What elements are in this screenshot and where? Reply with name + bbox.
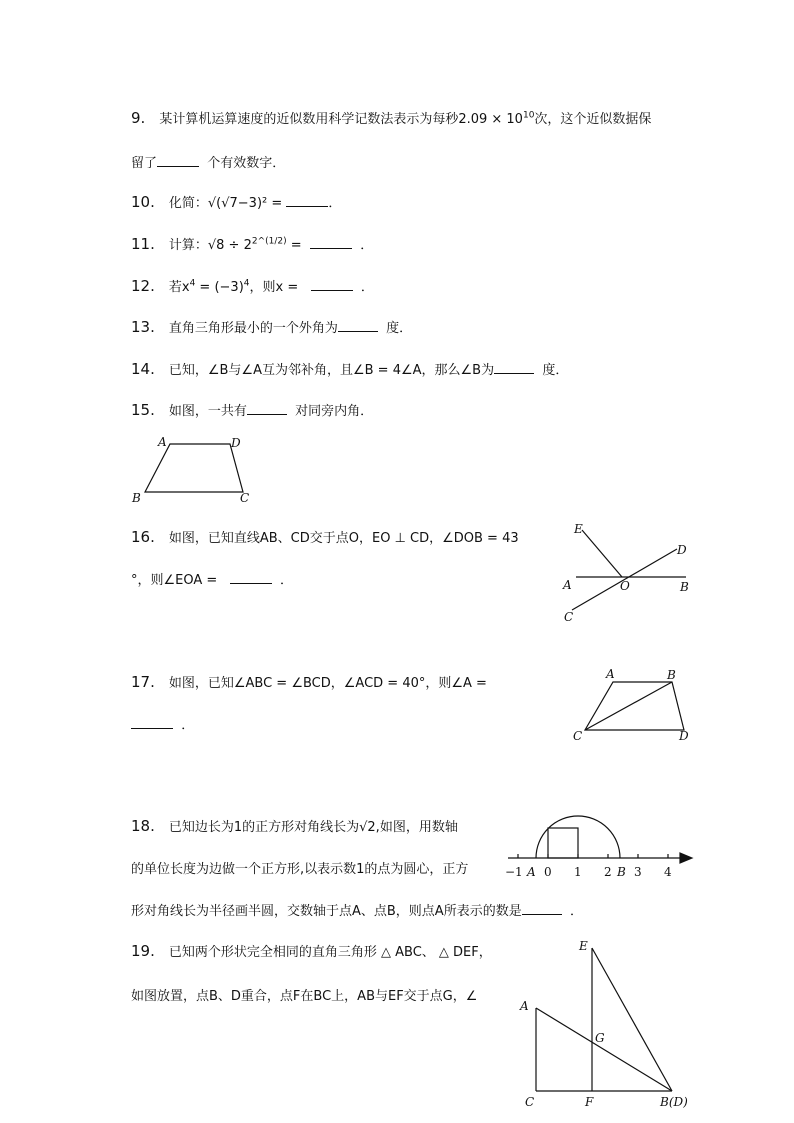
question-text: 度． xyxy=(542,363,569,378)
point-label: G xyxy=(595,1031,605,1045)
question-16-line2 xyxy=(131,569,293,588)
question-18-line2 xyxy=(131,858,468,877)
question-text: 对同旁内角． xyxy=(295,404,374,419)
question-9-line2 xyxy=(131,152,285,171)
question-number: 11. xyxy=(131,235,155,253)
question-text: 某计算机运算速度的近似数用科学记数法表示为每秒2.09 × 10 xyxy=(159,112,523,127)
question-text: 的单位长度为边做一个正方形,以表示数1的点为圆心，正方 xyxy=(131,862,469,877)
question-text: 如图，一共有 xyxy=(168,404,247,419)
point-label: D xyxy=(677,543,687,557)
tick-label: 2 xyxy=(604,865,612,879)
question-text: ． xyxy=(360,280,374,295)
exponent: 10 xyxy=(522,110,535,121)
question-17 xyxy=(131,672,487,691)
question-text: ． xyxy=(181,718,195,733)
question-text: 个有效数字． xyxy=(207,156,286,171)
point-label: O xyxy=(620,579,630,593)
question-text: 已知边长为1的正方形对角线长为√2,如图，用数轴 xyxy=(168,820,458,835)
figure-18-number-line xyxy=(500,808,696,882)
point-label: B xyxy=(667,668,676,682)
point-label: B xyxy=(617,865,626,879)
point-label: F xyxy=(585,1095,594,1109)
point-label: E xyxy=(574,522,583,536)
question-text: ． xyxy=(569,904,583,919)
question-number: 16. xyxy=(131,528,155,546)
question-text: 如图，已知直线AB、CD交于点O，EO ⊥ CD，∠DOB = 43 xyxy=(168,531,519,546)
point-label: C xyxy=(240,491,250,505)
question-14 xyxy=(131,359,568,378)
answer-blank[interactable] xyxy=(311,278,353,291)
answer-blank[interactable] xyxy=(338,319,378,332)
question-text: 已知两个形状完全相同的直角三角形 △ ABC、 △ DEF， xyxy=(168,945,492,960)
question-17-line2 xyxy=(131,714,194,733)
point-label: C xyxy=(564,610,574,624)
question-number: 19. xyxy=(131,942,155,960)
question-10 xyxy=(131,192,341,211)
point-label: C xyxy=(525,1095,535,1109)
question-text: 化简： xyxy=(168,196,208,211)
question-text: ． xyxy=(328,196,342,211)
answer-blank[interactable] xyxy=(247,402,287,415)
answer-blank[interactable] xyxy=(494,361,534,374)
question-19-line2 xyxy=(131,985,477,1004)
point-label: C xyxy=(573,729,583,743)
question-text: 形对角线长为半径画半圆，交数轴于点A、点B，则点A所表示的数是 xyxy=(131,904,522,919)
question-text: ． xyxy=(279,573,293,588)
question-number: 13. xyxy=(131,318,155,336)
tick-label: 1 xyxy=(574,865,582,879)
equals: = xyxy=(290,238,302,253)
point-label: D xyxy=(679,729,689,743)
question-number: 14. xyxy=(131,360,155,378)
question-text: 留了 xyxy=(131,156,158,171)
tick-label: 4 xyxy=(664,865,672,879)
question-text: 直角三角形最小的一个外角为 xyxy=(168,321,338,336)
question-number: 9. xyxy=(131,109,146,127)
question-text: 计算： xyxy=(168,238,208,253)
math-expression: √8 ÷ 2 xyxy=(207,238,252,253)
question-13 xyxy=(131,317,412,336)
question-number: 12. xyxy=(131,277,155,295)
tick-label: 0 xyxy=(544,865,552,879)
question-number: 18. xyxy=(131,817,155,835)
exponent: 4 xyxy=(189,278,196,289)
question-18 xyxy=(131,816,458,835)
question-text-cont: 次，这个近似数据保 xyxy=(534,112,652,127)
question-text: ． xyxy=(360,238,374,253)
math-expression: √(√7−3)² = xyxy=(207,196,283,211)
question-text: 如图放置，点B、D重合，点F在BC上，AB与EF交于点G，∠ xyxy=(131,989,478,1004)
answer-blank[interactable] xyxy=(157,154,199,167)
figure-16-intersecting-lines xyxy=(560,518,700,628)
exponent: 2^(1/2) xyxy=(251,236,287,247)
point-label: A xyxy=(606,667,615,681)
figure-15-trapezoid xyxy=(130,432,260,508)
figure-17-quadrilateral xyxy=(568,664,698,746)
question-text: 若x xyxy=(168,280,190,295)
answer-blank[interactable] xyxy=(131,716,173,729)
point-label: B(D) xyxy=(660,1095,688,1109)
answer-blank[interactable] xyxy=(522,902,562,915)
question-text: ，则x = xyxy=(249,280,303,295)
point-label: A xyxy=(527,865,536,879)
point-label: B xyxy=(680,580,689,594)
point-label: A xyxy=(158,435,167,449)
question-number: 15. xyxy=(131,401,155,419)
point-label: D xyxy=(231,436,241,450)
question-text: °，则∠EOA = xyxy=(131,573,222,588)
question-12 xyxy=(131,276,374,295)
question-11 xyxy=(131,234,373,253)
question-number: 10. xyxy=(131,193,155,211)
point-label: E xyxy=(579,939,588,953)
question-18-line3 xyxy=(131,900,583,919)
point-label: A xyxy=(520,999,529,1013)
answer-blank[interactable] xyxy=(230,571,272,584)
answer-blank[interactable] xyxy=(286,194,328,207)
question-text: 度． xyxy=(386,321,413,336)
tick-label: 3 xyxy=(634,865,642,879)
question-9 xyxy=(131,108,651,127)
point-label: B xyxy=(132,491,141,505)
point-label: A xyxy=(563,578,572,592)
figure-19-triangles xyxy=(512,934,726,1114)
math-expression: = (−3) xyxy=(195,280,244,295)
question-number: 17. xyxy=(131,673,155,691)
tick-label: −1 xyxy=(505,865,523,879)
question-16 xyxy=(131,527,519,546)
question-text: 已知，∠B与∠A互为邻补角，且∠B = 4∠A，那么∠B为 xyxy=(168,363,495,378)
question-text: 如图，已知∠ABC = ∠BCD，∠ACD = 40°，则∠A = xyxy=(168,676,487,691)
answer-blank[interactable] xyxy=(310,236,352,249)
exponent: 4 xyxy=(243,278,250,289)
question-15 xyxy=(131,400,373,419)
question-19 xyxy=(131,941,492,960)
